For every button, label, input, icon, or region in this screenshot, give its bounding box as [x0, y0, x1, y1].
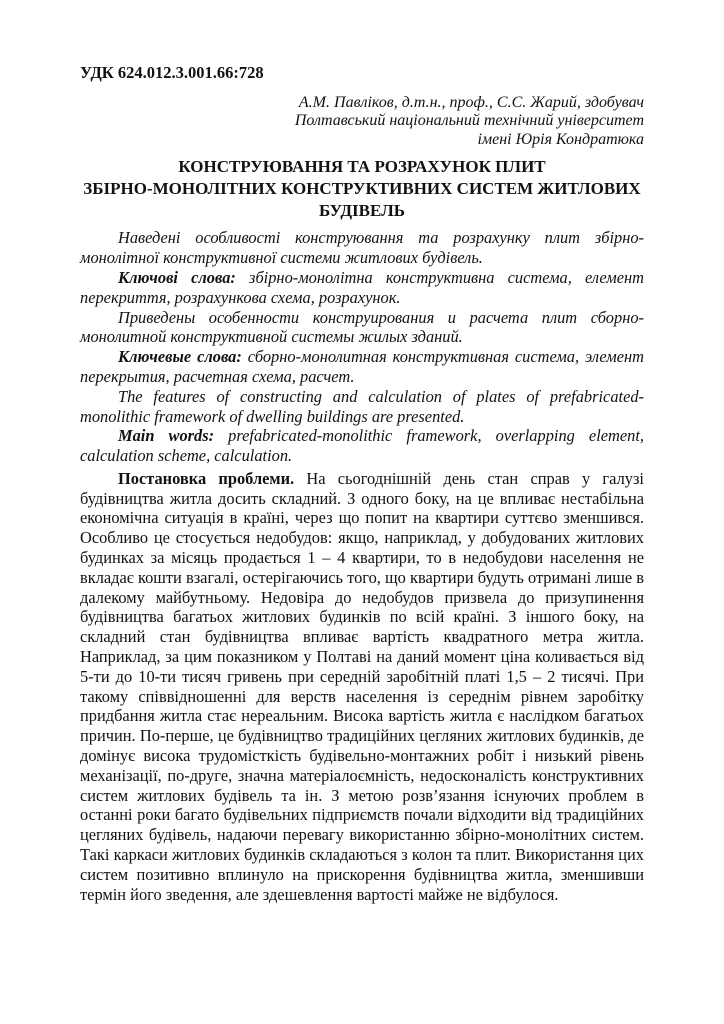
body-text-block: [80, 469, 644, 905]
keywords-en-label: Main words:: [118, 426, 215, 446]
keywords-ru-label: Ключевые слова:: [118, 347, 242, 367]
keywords-uk: [80, 268, 644, 308]
section-heading: Постановка проблеми.: [118, 468, 295, 488]
abstract-ru-summary: [80, 308, 644, 348]
paragraph-text: На сьогоднішній день стан справ у галузі будівництва житла досить складний. З одного боку, на це впливає нестабільна економічна ситуація в країні, через що попит на квартири суттєво зменшився. Особливо це стосується недобудов: якщо, наприклад, у добудованих житлових будинках за місяць продається 1 – 4 квартири, то в недобудови населення не вкладає кошти взагалі, остерігаючись того, що квартири будуть отримані лише в далекому майбутньому. Недовіра до недобудов призвела до призупинення будівництва багатьох житлових будинків по всій країні. З іншого боку, на складний стан будівництва впливає вартість квадратного метра житла. Наприклад, за цим показником у Полтаві на даний момент ціна коливається від 5-ти до 10-ти тисяч гривень при середній заробітній платі 1,5 – 2 тисячі. При такому співвідношенні для верств населення із середнім рівнем заробітку придбання житла стає нереальним. Висока вартість житла є наслідком багатьох причин. По-перше, це будівництво традиційних цегляних житлових будинків, де домінує висока трудомісткість будівельно-монтажних робіт і низький рівень механізації, по-друге, значна матеріалоємність, недосконалість конструктивних систем житлових будівель та ін. З метою розв’язання існуючих проблем в останні роки багато будівельних підприємств почали відходити від традиційних цегляних будівель, надаючи перевагу використанню збірно-монолітних систем. Такі каркаси житлових будинків складаються з колон та плит. Використання цих систем позитивно вплинуло на прискорення будівництва житла, зменшивши термін його зведення, але здешевлення вартості майже не відбулося.: [80, 468, 644, 904]
abstract-ru-summary-text: Приведены особенности конструирования и расчета плит сборно-монолитной конструктивной системы жилых зданий.: [80, 307, 644, 347]
author-block: [80, 94, 644, 149]
problem-statement-paragraph: [80, 469, 644, 905]
keywords-ru-text: сборно-монолитная конструктивная система, элемент перекрытия, расчетная схема, расчет.: [80, 347, 644, 386]
paper-title: [80, 156, 644, 221]
keywords-en-text: prefabricated-monolithic framework, overlapping element, calculation scheme, calculation.: [80, 426, 644, 466]
abstract-uk-summary: [80, 228, 644, 268]
affiliation-line-2: імені Юрія Кондратюка: [477, 130, 644, 148]
affiliation-line: Полтавський національний технічний університет: [294, 112, 644, 130]
udc-code: УДК 624.012.3.001.66:728: [80, 63, 264, 82]
paper-title-line-1: КОНСТРУЮВАННЯ ТА РОЗРАХУНОК ПЛИТ: [178, 157, 546, 177]
keywords-ru: [80, 347, 644, 387]
paper-title-line-3: БУДІВЕЛЬ: [318, 200, 406, 220]
keywords-uk-text: збірно-монолітна конструктивна система, елемент перекриття, розрахункова схема, розрахунок.: [80, 267, 644, 307]
paper-title-line-2: ЗБІРНО-МОНОЛІТНИХ КОНСТРУКТИВНИХ СИСТЕМ ЖИТЛОВИХ: [83, 178, 641, 198]
abstract-en-summary: [80, 387, 644, 427]
abstract-uk-summary-text: Наведені особливості конструювання та розрахунку плит збірно-монолітної конструктивної системи житлових будівель.: [80, 228, 644, 268]
abstract-block: [80, 228, 644, 466]
abstract-en-summary-text: The features of constructing and calculation of plates of prefabricated-monolithic framework of dwelling buildings are presented.: [80, 386, 644, 426]
author-line: А.М. Павліков, д.т.н., проф., С.С. Жарий, здобувач: [298, 94, 644, 111]
keywords-uk-label: Ключові слова:: [118, 267, 236, 287]
keywords-en: [80, 426, 644, 466]
